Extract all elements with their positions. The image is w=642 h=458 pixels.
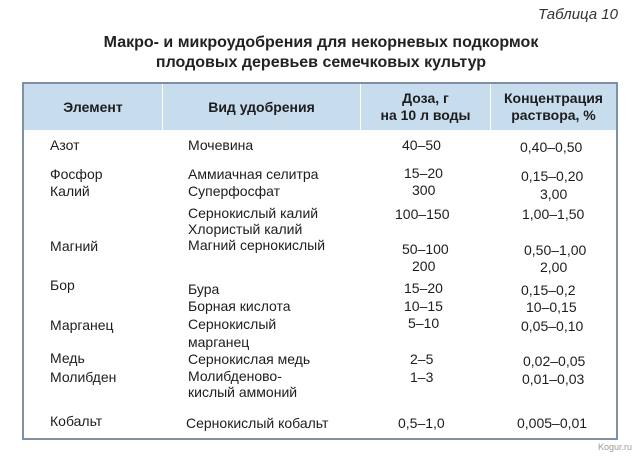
cell-concentration: 1,00–1,50 xyxy=(522,206,585,222)
cell-dose: 5–10 xyxy=(408,315,440,331)
cell-dose: 2–5 xyxy=(410,351,434,367)
cell-dose: 1–3 xyxy=(410,369,434,385)
cell-element: Калий xyxy=(50,183,90,199)
cell-concentration: 0,15–0,2 xyxy=(521,282,576,298)
cell-dose: 40–50 xyxy=(402,137,441,153)
cell-fertilizer: Магний сернокислый xyxy=(188,237,326,253)
table-number: Таблица 10 xyxy=(537,6,618,23)
cell-concentration: 2,00 xyxy=(540,259,568,275)
header-fertilizer: Вид удобрения xyxy=(208,98,315,115)
cell-fertilizer: Суперфосфат xyxy=(188,183,280,199)
cell-dose: 50–100 xyxy=(402,241,449,257)
header-element: Элемент xyxy=(63,98,123,115)
cell-concentration: 0,005–0,01 xyxy=(517,415,588,431)
cell-element: Бор xyxy=(50,277,75,293)
cell-concentration: 0,01–0,03 xyxy=(522,371,585,387)
cell-fertilizer: Бура xyxy=(188,281,220,297)
cell-dose: 0,5–1,0 xyxy=(398,415,445,431)
cell-fertilizer: Мочевина xyxy=(188,137,254,153)
header-dose xyxy=(361,84,490,130)
cell-fertilizer: кислый аммоний xyxy=(188,384,298,400)
table-title-line2: плодовых деревьев семечковых культур xyxy=(155,54,487,71)
cell-fertilizer: Сернокислая медь xyxy=(188,351,311,367)
cell-element: Молибден xyxy=(50,369,117,385)
cell-fertilizer: марганец xyxy=(188,334,250,350)
cell-element: Марганец xyxy=(50,317,114,333)
cell-dose: 100–150 xyxy=(395,206,450,222)
cell-concentration: 0,50–1,00 xyxy=(524,242,587,258)
header-dose-line1: Доза, г xyxy=(402,90,449,106)
cell-fertilizer: Сернокислый кобальт xyxy=(186,415,329,431)
cell-concentration: 0,02–0,05 xyxy=(523,353,586,369)
cell-dose: 200 xyxy=(412,258,436,274)
header-concentration xyxy=(491,84,616,130)
cell-concentration: 0,15–0,20 xyxy=(521,168,584,184)
cell-fertilizer: Сернокислый калий xyxy=(188,205,319,221)
cell-fertilizer: Сернокислый xyxy=(188,316,277,332)
cell-element: Фосфор xyxy=(50,166,103,182)
cell-concentration: 3,00 xyxy=(540,186,568,202)
cell-element: Медь xyxy=(50,350,85,366)
cell-fertilizer: Борная кислота xyxy=(188,298,291,314)
cell-concentration: 10–0,15 xyxy=(526,299,577,315)
cell-element: Кобальт xyxy=(50,413,103,429)
cell-element: Магний xyxy=(50,238,99,254)
header-dose-line2: на 10 л воды xyxy=(380,107,471,123)
cell-fertilizer: Аммиачная селитра xyxy=(188,166,319,182)
cell-dose: 15–20 xyxy=(404,165,443,181)
header-conc-line2: раствора, % xyxy=(511,107,596,123)
cell-dose: 10–15 xyxy=(404,298,443,314)
cell-fertilizer: Молибденово- xyxy=(188,368,282,384)
header-conc-line1: Концентрация xyxy=(504,90,603,106)
cell-dose: 300 xyxy=(412,182,436,198)
cell-element: Азот xyxy=(50,137,80,153)
cell-dose: 15–20 xyxy=(404,280,443,296)
cell-concentration: 0,05–0,10 xyxy=(521,318,584,334)
cell-concentration: 0,40–0,50 xyxy=(520,139,583,155)
watermark: Kogur.ru xyxy=(597,442,632,452)
table-title-line1: Макро- и микроудобрения для некорневых подкормок xyxy=(103,34,539,51)
cell-fertilizer: Хлористый калий xyxy=(188,221,303,237)
